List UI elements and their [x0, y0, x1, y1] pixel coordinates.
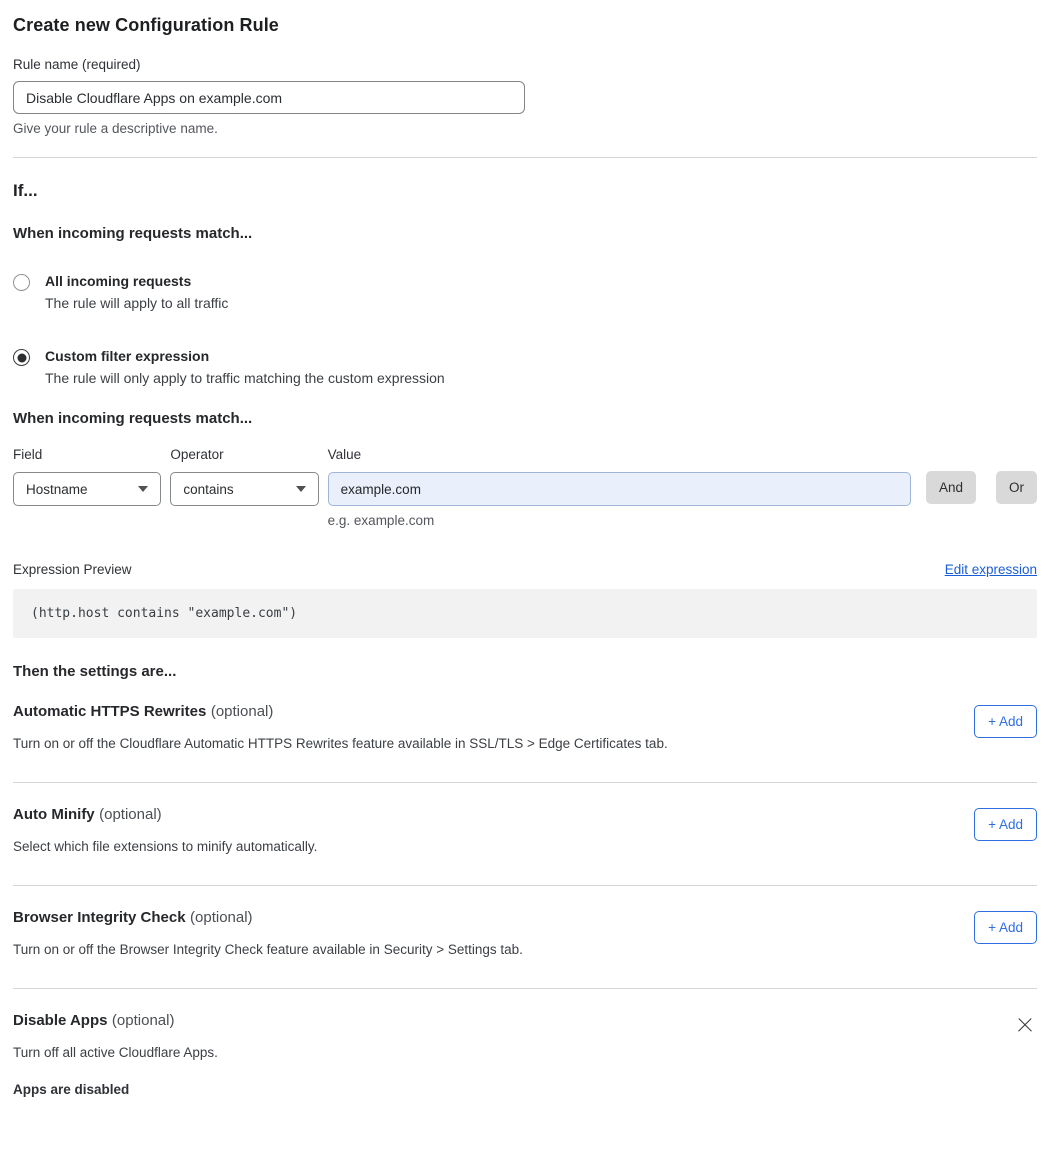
- setting-title: Disable Apps: [13, 1012, 108, 1029]
- rule-name-label: Rule name (required): [13, 57, 141, 72]
- expression-builder-heading: When incoming requests match...: [13, 410, 253, 427]
- value-label: Value: [327, 447, 362, 462]
- field-select[interactable]: [13, 472, 161, 506]
- page-title: Create new Configuration Rule: [13, 15, 279, 35]
- operator-column: [170, 447, 318, 506]
- expression-preview-code: (http.host contains "example.com"): [13, 589, 1037, 638]
- setting-description: Select which file extensions to minify automatically.: [13, 839, 318, 854]
- radio-label-custom-filter: Custom filter expression: [45, 348, 210, 364]
- setting-row-automatic-https-rewrites: [13, 680, 1037, 783]
- rule-name-group: [13, 57, 1037, 136]
- add-auto-minify-button[interactable]: + Add: [974, 808, 1037, 841]
- radio-label-all-requests: All incoming requests: [45, 273, 192, 289]
- expression-preview-row: [13, 562, 1037, 577]
- setting-optional-tag: (optional): [111, 1012, 175, 1029]
- then-settings-heading: Then the settings are...: [13, 663, 177, 680]
- operator-select[interactable]: [170, 472, 318, 506]
- setting-optional-tag: (optional): [210, 703, 274, 720]
- setting-description: Turn on or off the Cloudflare Automatic HTTPS Rewrites feature available in SSL/TLS > Edge Certificates tab.: [13, 736, 668, 751]
- edit-expression-link[interactable]: Edit expression: [944, 562, 1037, 577]
- setting-description: Turn on or off the Browser Integrity Check feature available in Security > Settings tab.: [13, 942, 523, 957]
- divider: [13, 157, 1037, 158]
- radio-desc-custom-filter: The rule will only apply to traffic matching the custom expression: [45, 370, 445, 386]
- field-select-value: Hostname: [26, 481, 88, 497]
- radio-button-selected-icon[interactable]: [13, 349, 30, 366]
- setting-row-disable-apps: [13, 989, 1037, 1128]
- setting-title: Browser Integrity Check: [13, 909, 186, 926]
- setting-description: Turn off all active Cloudflare Apps.: [13, 1045, 218, 1060]
- add-browser-integrity-check-button[interactable]: + Add: [974, 911, 1037, 944]
- match-heading: When incoming requests match...: [13, 225, 253, 242]
- apps-disabled-status: Apps are disabled: [13, 1082, 130, 1097]
- operator-label: Operator: [170, 447, 224, 462]
- value-column: [328, 447, 911, 528]
- or-button[interactable]: Or: [996, 471, 1037, 504]
- value-help: e.g. example.com: [327, 513, 435, 528]
- chevron-down-icon: [296, 486, 306, 492]
- radio-button-icon[interactable]: [13, 274, 30, 291]
- setting-title: Auto Minify: [13, 806, 95, 823]
- setting-optional-tag: (optional): [190, 909, 253, 926]
- radio-option-all-requests[interactable]: [13, 273, 1037, 311]
- setting-row-auto-minify: [13, 783, 1037, 886]
- setting-optional-tag: (optional): [99, 806, 162, 823]
- builder-buttons: [926, 471, 1037, 504]
- add-automatic-https-rewrites-button[interactable]: + Add: [974, 705, 1037, 738]
- if-heading: If...: [13, 181, 38, 200]
- rule-name-help: Give your rule a descriptive name.: [13, 121, 218, 136]
- operator-select-value: contains: [183, 481, 234, 497]
- radio-option-custom-filter[interactable]: [13, 348, 1037, 386]
- close-icon[interactable]: [1017, 1017, 1033, 1033]
- expression-preview-label: Expression Preview: [13, 562, 132, 577]
- match-type-radio-group: [13, 273, 1037, 386]
- setting-title: Automatic HTTPS Rewrites: [13, 703, 207, 720]
- field-label: Field: [13, 447, 43, 462]
- value-input[interactable]: [328, 472, 911, 506]
- setting-row-browser-integrity-check: [13, 886, 1037, 989]
- radio-desc-all-requests: The rule will apply to all traffic: [45, 295, 229, 311]
- expression-builder-row: [13, 447, 1037, 528]
- and-button[interactable]: And: [926, 471, 976, 504]
- chevron-down-icon: [138, 486, 148, 492]
- rule-name-input[interactable]: [13, 81, 525, 114]
- field-column: [13, 447, 161, 506]
